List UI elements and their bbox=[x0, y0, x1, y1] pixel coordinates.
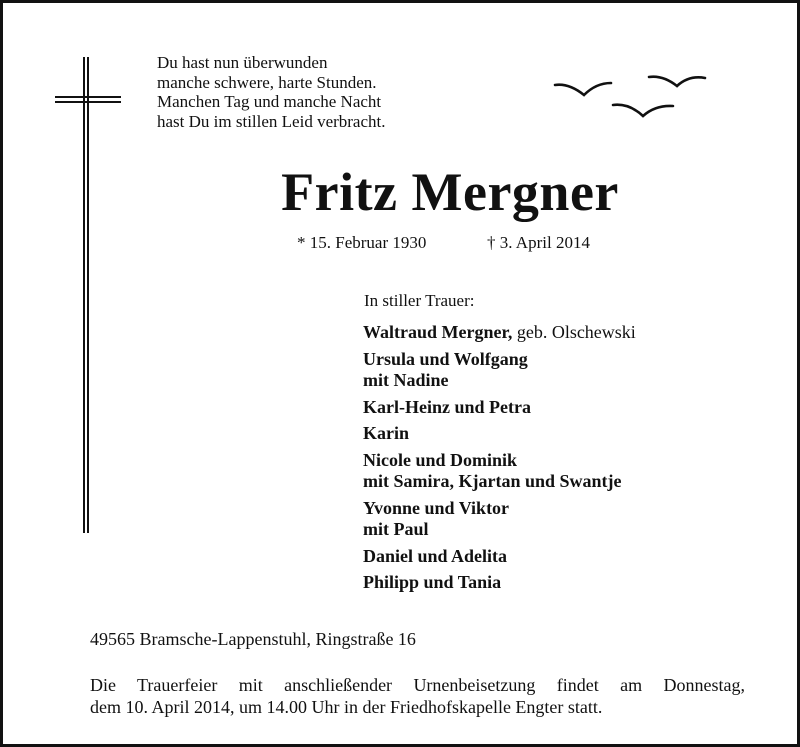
mourners-title: In stiller Trauer: bbox=[364, 291, 475, 310]
mourner-name: Nicole und Dominik bbox=[363, 449, 518, 470]
mourner-name: Philipp und Tania bbox=[363, 572, 502, 592]
mourner-name: mit Samira, Kjartan und Swantje bbox=[363, 471, 622, 491]
mourner-entry bbox=[363, 498, 636, 541]
mourner-name: Karl-Heinz und Petra bbox=[363, 396, 531, 417]
mourner-entry bbox=[363, 397, 636, 419]
cross-icon bbox=[55, 57, 121, 533]
birth-date: * 15. Februar 1930 bbox=[297, 233, 427, 252]
family-address: 49565 Bramsche-Lappenstuhl, Ringstraße 16 bbox=[90, 629, 416, 649]
mourner-name: Daniel und Adelita bbox=[363, 545, 508, 566]
mourner-name: mit Paul bbox=[363, 519, 429, 539]
mourner-entry bbox=[363, 349, 636, 392]
funeral-service-info bbox=[90, 674, 745, 718]
mourner-maiden-name: geb. Olschewski bbox=[512, 322, 636, 342]
mourner-name: Karin bbox=[363, 423, 410, 443]
poem-line: manche schwere, harte Stunden. bbox=[157, 72, 377, 92]
mourner-entry bbox=[363, 546, 636, 568]
mourner-entry bbox=[363, 322, 636, 344]
service-line: dem 10. April 2014, um 14.00 Uhr in der Friedhofskapelle Engter statt. bbox=[90, 697, 603, 717]
mourner-entry bbox=[363, 423, 636, 445]
mourner-entry bbox=[363, 450, 636, 493]
poem bbox=[157, 53, 386, 131]
mourners-list bbox=[363, 322, 636, 599]
mourner-name: Yvonne und Viktor bbox=[363, 497, 510, 518]
mourner-entry bbox=[363, 572, 636, 594]
birds-icon bbox=[551, 71, 711, 123]
poem-line: Manchen Tag und manche Nacht bbox=[157, 92, 382, 111]
poem-line: hast Du im stillen Leid verbracht. bbox=[157, 111, 386, 131]
death-date: † 3. April 2014 bbox=[487, 233, 590, 252]
service-line: Die Trauerfeier mit anschließender Urnenbeisetzung findet am Donnestag, bbox=[90, 675, 745, 695]
mourner-name: Ursula und Wolfgang bbox=[363, 348, 528, 369]
deceased-name: Fritz Mergner bbox=[281, 162, 619, 222]
mourner-name: Waltraud Mergner, bbox=[363, 322, 513, 342]
mourner-name: mit Nadine bbox=[363, 370, 449, 390]
poem-line: Du hast nun überwunden bbox=[157, 53, 328, 72]
